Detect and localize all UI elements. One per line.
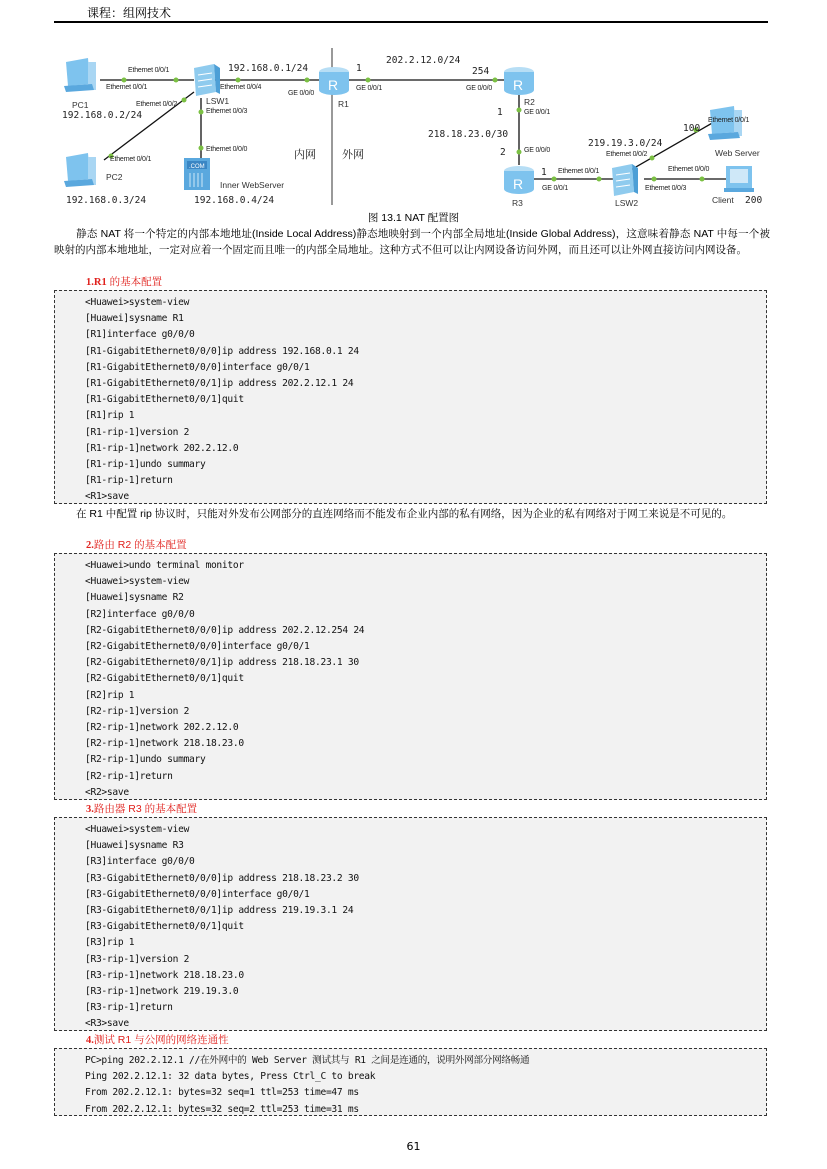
port-label: GE 0/0/0 [524,147,551,154]
ip-label: 1 [497,107,503,118]
port-label: Ethernet 0/0/4 [220,84,262,91]
port-label: Ethernet 0/0/0 [668,166,710,173]
ip-label: 192.168.0.4/24 [194,195,275,206]
note-paragraph [54,506,770,522]
ip-label: 202.2.12.0/24 [386,55,461,66]
code-block-ping: PC>ping 202.2.12.1 //在外网中的 Web Server 测试其与 R1 之间是连通的，说明外网部分网络畅通 Ping 202.2.12.1: 32 data bytes, Press Ctrl_C to break From 202.2.12.1: bytes=32 seq=1 ttl=253 time=47 ms From 202.2.12.1: bytes=32 seq=2 ttl=253 time=31 ms [54,1048,767,1116]
ip-label: 192.168.0.3/24 [66,195,147,206]
ip-label: 2 [500,147,506,158]
page-number: 61 [406,1140,421,1153]
device-label: R1 [338,99,349,109]
ip-label: 219.19.3.0/24 [588,138,663,149]
ip-label: 192.168.0.2/24 [62,110,143,121]
device-label: R2 [524,97,535,107]
figure-caption: 图 13.1 NAT 配置图 [367,212,460,224]
port-label: Ethernet 0/0/1 [106,84,148,91]
ip-label: 100 [683,123,701,134]
ip-label: 218.18.23.0/30 [428,129,509,140]
note-text: 在 R1 中配置 rip 协议时，只能对外发布公网部分的直连网络而不能发布企业内部的私有网络，因为企业的私有网络对于网工来说是不可见的。 [76,508,733,520]
port-label: Ethernet 0/0/2 [136,101,178,108]
intro-paragraph [54,226,770,258]
port-label: GE 0/0/0 [466,85,493,92]
lsw1-icon [194,64,220,96]
section-heading-1: 1.R1 的基本配置 [86,276,163,288]
port-label: Ethernet 0/0/1 [558,168,600,175]
r3-icon [504,166,534,194]
client-icon [724,166,754,192]
lsw2-icon [612,164,638,196]
code-block-r2: <Huawei>undo terminal monitor <Huawei>system-view [Huawei]sysname R2 [R2]interface g0/0/0 [R2-GigabitEthernet0/0/0]ip address 202.2.12.254 24 [R2-GigabitEthernet0/0/0]interface g0/0/1 [R2-GigabitEthernet0/0/1]ip address 218.18.23.1 30 [R2-GigabitEthernet0/0/1]quit [R2]rip 1 [R2-rip-1]version 2 [R2-rip-1]network 202.2.12.0 [R2-rip-1]network 218.18.23.0 [R2-rip-1]undo summary [R2-rip-1]return <R2>save [54,553,767,800]
r2-icon [504,67,534,95]
ip-label: 254 [472,66,490,77]
pc1-icon [64,58,96,92]
svg-text:.COM: .COM [189,164,205,170]
code-block-r3: <Huawei>system-view [Huawei]sysname R3 [R3]interface g0/0/0 [R3-GigabitEthernet0/0/0]ip address 218.18.23.2 30 [R3-GigabitEthernet0/0/0]interface g0/0/1 [R3-GigabitEthernet0/0/1]ip address 219.19.3.1 24 [R3-GigabitEthernet0/0/1]quit [R3]rip 1 [R3-rip-1]version 2 [R3-rip-1]network 218.18.23.0 [R3-rip-1]network 219.19.3.0 [R3-rip-1]return <R3>save [54,817,767,1031]
device-label: Inner WebServer [220,180,285,190]
device-label: R3 [512,198,523,208]
ip-label: 200 [745,195,763,206]
ip-label: 1 [541,167,547,178]
port-label: GE 0/0/1 [542,185,569,192]
ip-label: 1 [356,63,362,74]
section-heading-2: 2.路由 R2 的基本配置 [86,539,187,551]
svg-text:R: R [328,77,339,93]
port-label: GE 0/0/1 [524,109,551,116]
device-label: LSW2 [615,198,639,208]
port-label: Ethernet 0/0/3 [645,185,687,192]
section-heading-3: 3.路由器 R3 的基本配置 [86,803,198,815]
port-label: Ethernet 0/0/1 [110,156,152,163]
device-label: PC1 [72,100,89,110]
code-block-r1: <Huawei>system-view [Huawei]sysname R1 [R1]interface g0/0/0 [R1-GigabitEthernet0/0/0]ip address 192.168.0.1 24 [R1-GigabitEthernet0/0/0]interface g0/0/1 [R1-GigabitEthernet0/0/1]ip address 202.2.12.1 24 [R1-GigabitEthernet0/0/1]quit [R1]rip 1 [R1-rip-1]version 2 [R1-rip-1]network 202.2.12.0 [R1-rip-1]undo summary [R1-rip-1]return <R1>save [54,290,767,504]
section-heading-4: 4.测试 R1 与公网的网络连通性 [86,1034,229,1046]
port-label: Ethernet 0/0/2 [606,151,648,158]
svg-text:R: R [513,176,524,192]
course-header: 课程：组网技术 [87,6,172,20]
r1-icon [319,67,349,95]
device-label: Web Server [715,148,760,158]
port-label: Ethernet 0/0/1 [128,67,170,74]
device-label: Client [712,195,734,205]
port-label: Ethernet 0/0/3 [206,108,248,115]
pc2-icon [64,153,96,187]
port-label: GE 0/0/0 [288,90,315,97]
device-label: LSW1 [206,96,230,106]
ip-label: 192.168.0.1/24 [228,63,309,74]
nat-topology-diagram [54,40,768,212]
inner-webserver-icon [184,158,210,190]
port-label: Ethernet 0/0/1 [708,117,750,124]
intro-text: 静态 NAT 将一个特定的内部本地地址(Inside Local Address)静态地映射到一个内部全局地址(Inside Global Address)，这意味着静态 NAT 中每一个被映射的内部本地地址，一定对应着一个固定而且唯一的内部全局地址。这种方式不但可以让内网设备访问外网，而且还可以让外网直接访问内网设备。 [54,228,770,256]
header-rule [54,21,768,23]
device-label: PC2 [106,172,123,182]
inner-zone-label: 内网 [294,148,316,161]
svg-text:R: R [513,77,524,93]
port-label: Ethernet 0/0/0 [206,146,248,153]
port-label: GE 0/0/1 [356,85,383,92]
outer-zone-label: 外网 [342,148,364,161]
